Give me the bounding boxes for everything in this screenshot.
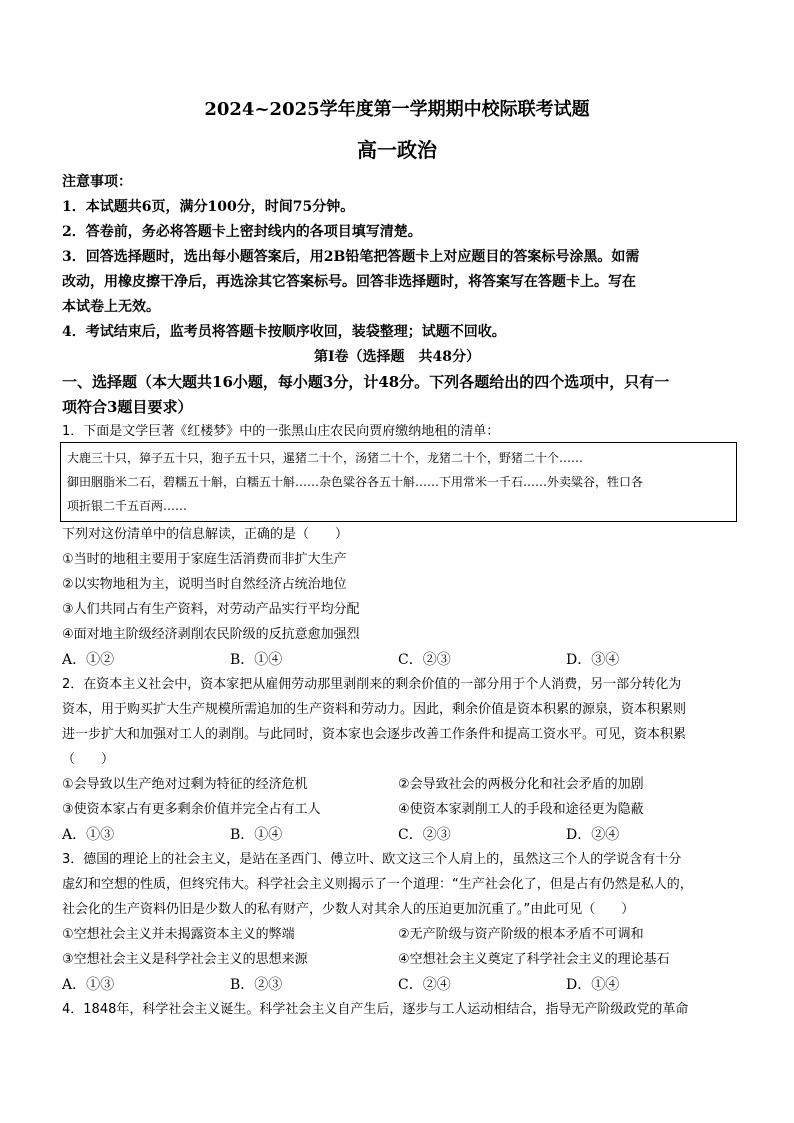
statement: ②会导致社会的两极分化和社会矛盾的加剧 <box>398 777 644 792</box>
rent-list-line: 御田胭脂米二石，碧糯五十斛，白糯五十斛……杂色粱谷各五十斛……下用常米一千石……外卖粱谷，牲口各 <box>67 475 644 489</box>
option-b: B．①④ <box>230 827 283 843</box>
section-heading: 项符合3题目要求） <box>62 398 193 416</box>
rent-list-box <box>60 442 737 522</box>
section-heading: 一、选择题（本大题共16小题，每小题3分，计48分。下列各题给出的四个选项中，只有一 <box>62 373 670 391</box>
rent-list-line: 大鹿三十只，獐子五十只，狍子五十只，暹猪二十个，汤猪二十个，龙猪二十个，野猪二十个…… <box>67 451 584 465</box>
notice-item: 3．回答选择题时，选出每小题答案后，用2B铅笔把答题卡上对应题目的答案标号涂黑。如需 <box>62 249 640 265</box>
option-d: D．②④ <box>566 827 620 843</box>
statement: ③使资本家占有更多剩余价值并完全占有工人 <box>62 802 321 817</box>
option-d: D．③④ <box>566 652 620 668</box>
option-c: C．②③ <box>398 652 451 668</box>
question-text: 2．在资本主义社会中，资本家把从雇佣劳动那里剥削来的剩余价值的一部分用于个人消费，另一部分转化为 <box>62 677 682 692</box>
statement: ①会导致以生产绝对过剩为特征的经济危机 <box>62 777 308 792</box>
notice-item: 4．考试结束后，监考员将答题卡按顺序收回，装袋整理；试题不回收。 <box>62 324 506 340</box>
statement: ①空想社会主义并未揭露资本主义的弊端 <box>62 927 295 942</box>
statement: ③人们共同占有生产资料，对劳动产品实行平均分配 <box>62 602 360 617</box>
statement: ④空想社会主义奠定了科学社会主义的理论基石 <box>398 952 670 967</box>
rent-list-line: 项折银二千五百两…… <box>67 499 188 513</box>
question-text: 社会化的生产资料仍旧是少数人的私有财产，少数人对其余人的压迫更加沉重了。”由此可见（ ） <box>62 902 635 917</box>
notice-item: 1．本试题共6页，满分100分，时间75分钟。 <box>62 199 355 215</box>
statement: ②无产阶级与资产阶级的根本矛盾不可调和 <box>398 927 644 942</box>
volume-title: 第Ⅰ卷（选择题 共48分） <box>313 349 481 365</box>
notice-heading: 注意事项： <box>62 174 132 190</box>
question-text: 4．1848年，科学社会主义诞生。科学社会主义自产生后，逐步与工人运动相结合，指导无产阶级政党的革命 <box>62 1002 689 1017</box>
option-c: C．②③ <box>398 827 451 843</box>
option-c: C．②④ <box>398 977 451 993</box>
option-b: B．②③ <box>230 977 283 993</box>
statement: ④面对地主阶级经济剥削农民阶级的反抗意愈加强烈 <box>62 627 360 642</box>
option-a: A．①③ <box>62 977 115 993</box>
question-prompt: 下列对这份清单中的信息解读，正确的是（ ） <box>62 527 349 542</box>
option-d: D．①④ <box>566 977 620 993</box>
question-text: 3．德国的理论上的社会主义，是站在圣西门、傅立叶、欧文这三个人肩上的，虽然这三个人的学说含有十分 <box>62 852 682 867</box>
statement: ③空想社会主义是科学社会主义的思想来源 <box>62 952 308 967</box>
option-b: B．①④ <box>230 652 283 668</box>
statement: ②以实物地租为主，说明当时自然经济占统治地位 <box>62 577 347 592</box>
exam-subject: 高一政治 <box>357 138 437 162</box>
notice-item: 2．答卷前，务必将答题卡上密封线内的各项目填写清楚。 <box>62 224 422 240</box>
exam-title: 2024~2025学年度第一学期期中校际联考试题 <box>204 99 590 120</box>
question-text: 虚幻和空想的性质，但终究伟大。科学社会主义则揭示了一个道理：“生产社会化了，但是占有仍然是私人的， <box>62 877 693 892</box>
question-text: （ ） <box>62 752 115 767</box>
question-stem: 1．下面是文学巨著《红楼梦》中的一张黑山庄农民向贾府缴纳地租的清单： <box>62 424 500 439</box>
notice-item: 本试卷上无效。 <box>62 299 160 315</box>
question-text: 资本，用于购买扩大生产规模所需追加的生产资料和劳动力。因此，剩余价值是资本积累的源泉，资本积累则 <box>62 702 687 717</box>
statement: ④使资本家剥削工人的手段和途径更为隐蔽 <box>398 802 644 817</box>
option-a: A．①② <box>62 652 115 668</box>
statement: ①当时的地租主要用于家庭生活消费而非扩大生产 <box>62 552 347 567</box>
question-text: 进一步扩大和加强对工人的剥削。与此同时，资本家也会逐步改善工作条件和提高工资水平。可见，资本积累 <box>62 727 687 742</box>
option-a: A．①③ <box>62 827 115 843</box>
notice-item: 改动，用橡皮擦干净后，再选涂其它答案标号。回答非选择题时，将答案写在答题卡上。写在 <box>62 274 636 290</box>
